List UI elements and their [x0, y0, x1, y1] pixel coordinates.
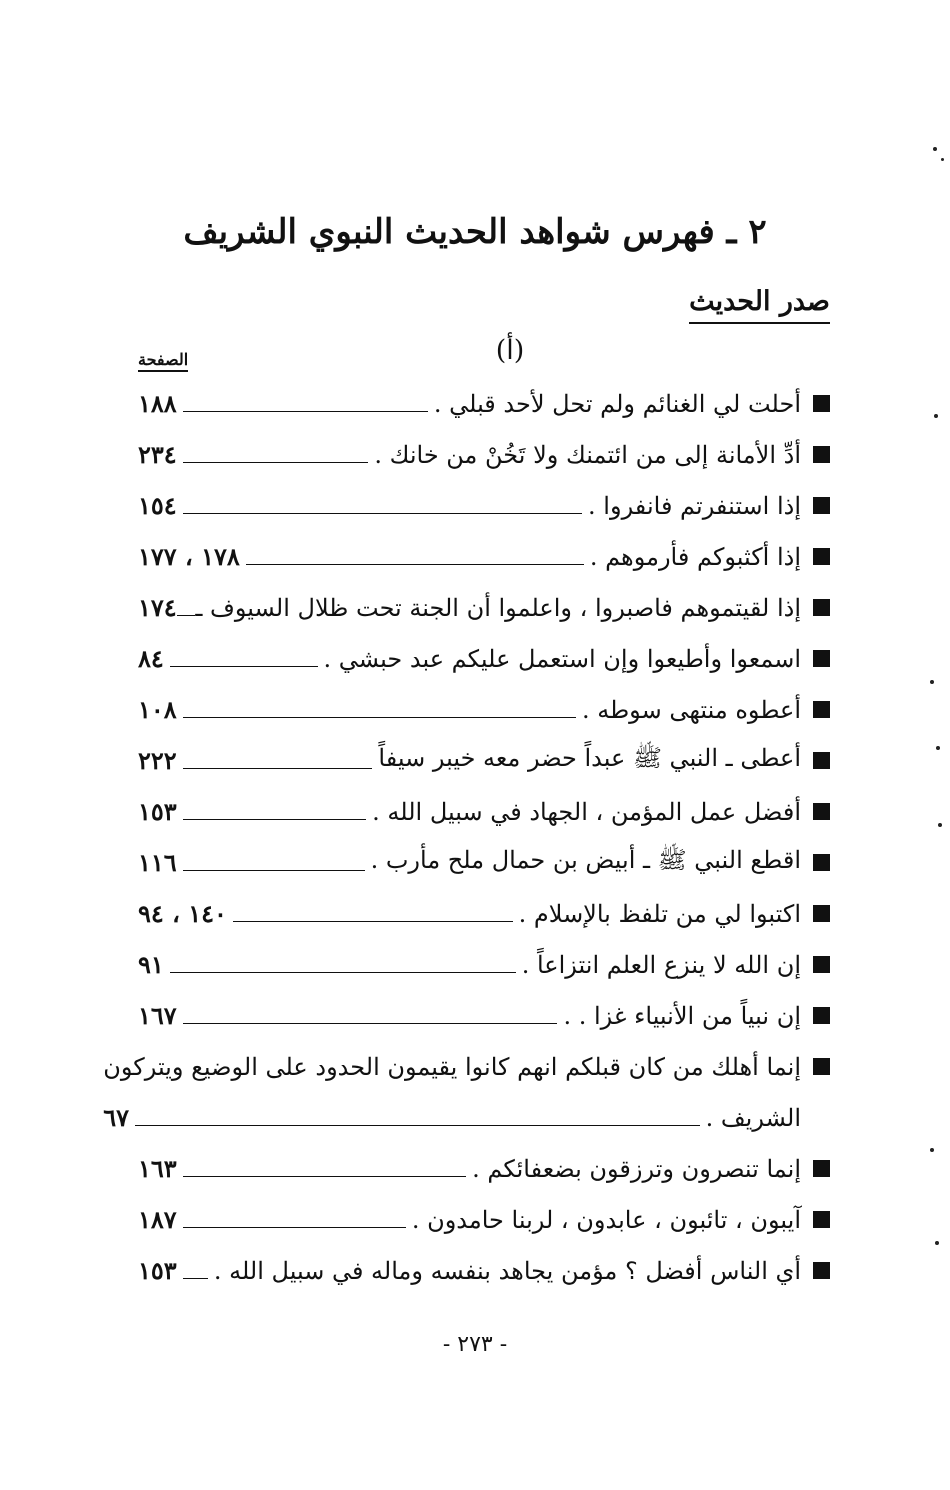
index-entry: [138, 888, 830, 939]
square-bullet-icon: [813, 1007, 830, 1024]
entry-page: ٦٧: [103, 1103, 130, 1132]
dotted-leader: [177, 615, 196, 616]
index-entry: [138, 684, 830, 735]
index-entries: [103, 378, 830, 1296]
entry-page: ٢٢٢: [138, 746, 177, 775]
entry-text: إن نبياً من الأنبياء غزا . .: [563, 1001, 801, 1030]
entry-text: إذا استنفرتم فانفروا .: [588, 491, 801, 520]
scan-speck: [934, 414, 938, 418]
entry-text: إن الله لا ينزع العلم انتزاعاً .: [521, 950, 801, 979]
entry-page: ٩١: [138, 950, 164, 979]
section-heading: صدر الحديث: [689, 284, 830, 324]
index-entry: [138, 939, 830, 990]
entry-text: أحلت لي الغنائم ولم تحل لأحد قبلي .: [433, 389, 801, 418]
square-bullet-icon: [813, 803, 830, 820]
dotted-leader: [183, 411, 428, 412]
square-bullet-icon: [813, 956, 830, 973]
dotted-leader: [183, 462, 369, 463]
entry-page: ١٤٠ ، ٩٤: [138, 899, 227, 928]
index-entry: [138, 378, 830, 429]
entry-text: إنما أهلك من كان قبلكم انهم كانوا يقيمون الحدود على الوضيع ويتركون: [103, 1052, 801, 1081]
index-entry: [138, 1143, 830, 1194]
entry-page: ١١٦: [138, 848, 177, 877]
square-bullet-icon: [813, 1211, 830, 1228]
dotted-leader: [183, 819, 366, 820]
dotted-leader: [246, 564, 584, 565]
entry-text: آيبون ، تائبون ، عابدون ، لربنا حامدون .: [411, 1205, 801, 1234]
entry-text: اكتبوا لي من تلفظ بالإسلام .: [518, 899, 801, 928]
entry-text: إذا أكثبوكم فأرموهم .: [589, 542, 801, 571]
entry-page: ١٧٨ ، ١٧٧: [138, 542, 240, 571]
square-bullet-icon: [813, 701, 830, 718]
square-bullet-icon: [813, 446, 830, 463]
index-entry: [138, 990, 830, 1041]
entry-page: ١٠٨: [138, 695, 177, 724]
index-entry: [138, 480, 830, 531]
dotted-leader: [183, 717, 576, 718]
entry-text: اسمعوا وأطيعوا وإن استعمل عليكم عبد حبشي .: [323, 644, 801, 673]
index-entry: [138, 531, 830, 582]
entry-text: أفضل عمل المؤمن ، الجهاد في سبيل الله .: [372, 797, 801, 826]
entry-page: ١٦٧: [138, 1001, 177, 1030]
index-entry: [138, 633, 830, 684]
scan-speck: [930, 1148, 934, 1152]
dotted-leader: [183, 1227, 406, 1228]
scan-speck: [930, 680, 934, 684]
dotted-leader: [183, 513, 582, 514]
entry-lines: [103, 1041, 801, 1143]
square-bullet-icon: [813, 1262, 830, 1279]
entry-page: ١٥٣: [138, 1256, 177, 1285]
square-bullet-icon: [813, 905, 830, 922]
index-entry: [138, 786, 830, 837]
entry-text: أي الناس أفضل ؟ مؤمن يجاهد بنفسه وماله في سبيل الله .: [213, 1256, 801, 1285]
index-entry: [138, 735, 830, 786]
scan-speck: [941, 158, 944, 161]
square-bullet-icon: [813, 395, 830, 412]
entry-page: ١٦٣: [138, 1154, 177, 1183]
dotted-leader: [170, 972, 516, 973]
index-entry: [103, 1041, 830, 1143]
square-bullet-icon: [813, 548, 830, 565]
dotted-leader: [170, 666, 318, 667]
entry-text: إنما تنصرون وترزقون بضعفائكم .: [472, 1154, 801, 1183]
dotted-leader: [135, 1125, 700, 1126]
entry-text: أعطى ـ النبي ﷺ عبداً حضر معه خيبر سيفاً: [378, 744, 801, 772]
page-number: - ٢٧٣ -: [442, 1332, 508, 1357]
scan-speck: [933, 147, 937, 151]
dotted-leader: [183, 1023, 558, 1024]
square-bullet-icon: [813, 650, 830, 667]
entry-page: ١٨٧: [138, 1205, 177, 1234]
index-entry: [138, 429, 830, 480]
square-bullet-icon: [813, 599, 830, 616]
letter-heading: (أ): [495, 335, 525, 366]
entry-text: أدِّ الأمانة إلى من ائتمنك ولا تَخُنْ من خانك .: [374, 440, 801, 469]
index-entry: [138, 1194, 830, 1245]
entry-text: إذا لقيتموهم فاصبروا ، واعلموا أن الجنة تحت ظلال السيوف ـ: [195, 593, 801, 622]
entry-page: ٨٤: [138, 644, 164, 673]
square-bullet-icon: [813, 1160, 830, 1177]
square-bullet-icon: [813, 497, 830, 514]
dotted-leader: [183, 870, 365, 871]
entry-text: اقطع النبي ﷺ ـ أبيض بن حمال ملح مأرب .: [370, 846, 801, 874]
index-entry: [138, 837, 830, 888]
entry-continuation-line: [103, 1092, 801, 1143]
entry-page: ١٥٤: [138, 491, 177, 520]
dotted-leader: [183, 1278, 208, 1279]
entry-page: ١٧٤: [138, 593, 177, 622]
entry-page: ٢٣٤: [138, 440, 177, 469]
square-bullet-icon: [813, 1058, 830, 1075]
square-bullet-icon: [813, 854, 830, 871]
scan-speck: [935, 1241, 939, 1245]
entry-page: ١٨٨: [138, 389, 177, 418]
page-title: ٢ ـ فهرس شواهد الحديث النبوي الشريف: [183, 212, 767, 252]
dotted-leader: [183, 768, 373, 769]
scan-speck: [936, 746, 940, 750]
entry-page: ١٥٣: [138, 797, 177, 826]
square-bullet-icon: [813, 752, 830, 769]
entry-continuation: الشريف .: [705, 1103, 801, 1132]
page-column-label: الصفحة: [138, 350, 188, 372]
index-entry: [138, 1245, 830, 1296]
dotted-leader: [233, 921, 513, 922]
entry-text: أعطوه منتهى سوطه .: [581, 695, 801, 724]
dotted-leader: [183, 1176, 466, 1177]
index-entry: [138, 582, 830, 633]
scan-speck: [938, 823, 942, 827]
